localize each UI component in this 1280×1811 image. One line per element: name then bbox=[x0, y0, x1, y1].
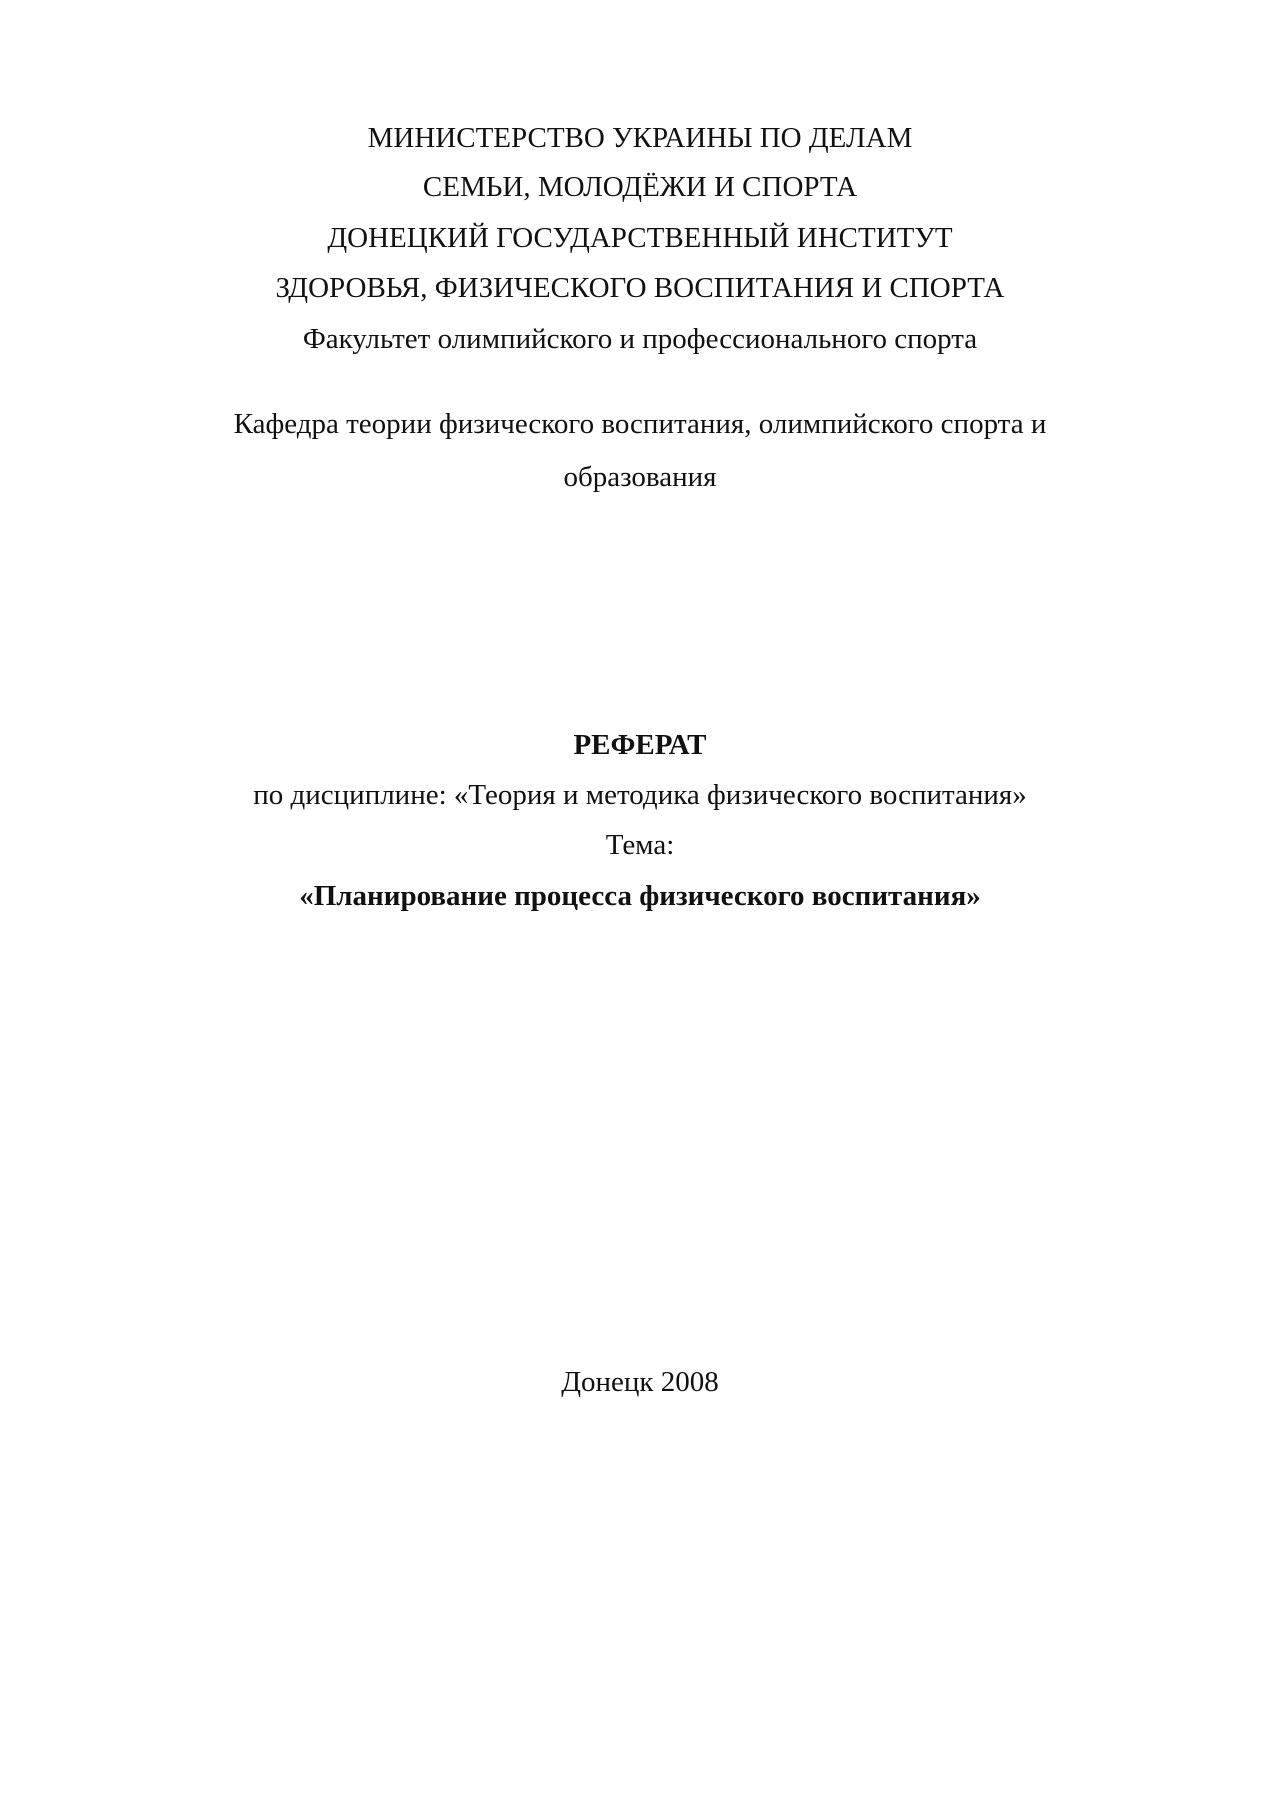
discipline-line: по дисциплине: «Теория и методика физического воспитания» bbox=[253, 779, 1027, 811]
institute-line-1: ДОНЕЦКИЙ ГОСУДАРСТВЕННЫЙ ИНСТИТУТ bbox=[327, 222, 953, 254]
institute-line-2: ЗДОРОВЬЯ, ФИЗИЧЕСКОГО ВОСПИТАНИЯ И СПОРТА bbox=[275, 272, 1005, 304]
city-year: Донецк 2008 bbox=[561, 1366, 719, 1398]
ministry-line-2: СЕМЬИ, МОЛОДЁЖИ И СПОРТА bbox=[422, 171, 858, 203]
topic-label: Тема: bbox=[605, 829, 675, 861]
department-line-1: Кафедра теории физического воспитания, олимпийского спорта и bbox=[233, 408, 1047, 440]
doc-type-heading: РЕФЕРАТ bbox=[573, 729, 707, 761]
department-line-2: образования bbox=[563, 461, 717, 493]
ministry-line-1: МИНИСТЕРСТВО УКРАИНЫ ПО ДЕЛАМ bbox=[367, 122, 913, 154]
topic-title: «Планирование процесса физического воспитания» bbox=[299, 880, 981, 912]
faculty-name: Факультет олимпийского и профессионального спорта bbox=[302, 323, 978, 355]
